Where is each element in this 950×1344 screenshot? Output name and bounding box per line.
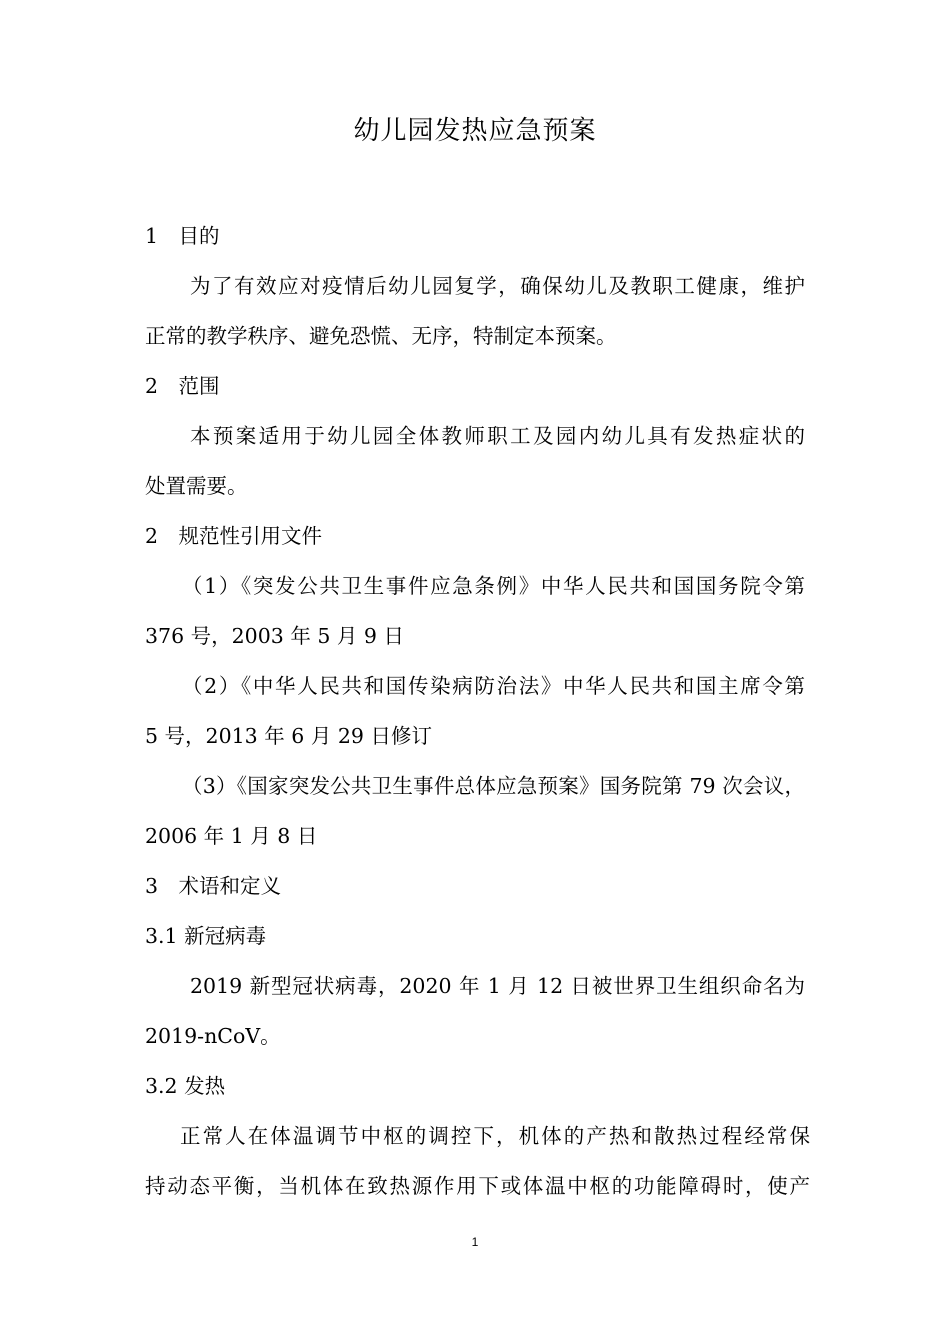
reference-item: （3）《国家突发公共卫生事件总体应急预案》国务院第 79 次会议， — [182, 774, 805, 798]
page-number: 1 — [471, 1235, 479, 1249]
paragraph-line: 本预案适用于幼儿园全体教师职工及园内幼儿具有发热症状的 — [190, 424, 805, 448]
document-title: 幼儿园发热应急预案 — [353, 116, 597, 146]
reference-item: （1）《突发公共卫生事件应急条例》中华人民共和国国务院令第 — [182, 574, 805, 598]
reference-item: （2）《中华人民共和国传染病防治法》中华人民共和国主席令第 — [182, 674, 805, 698]
paragraph-line: 2019-nCoV。 — [145, 1024, 281, 1048]
paragraph-line: 为了有效应对疫情后幼儿园复学，确保幼儿及教职工健康，维护 — [190, 274, 805, 298]
paragraph-line: 持动态平衡，当机体在致热源作用下或体温中枢的功能障碍时，使产 — [145, 1174, 810, 1198]
reference-item-continuation: 2006 年 1 月 8 日 — [145, 824, 318, 848]
subsection-heading-coronavirus: 3.1 新冠病毒 — [145, 924, 267, 948]
section-heading-terms: 3 术语和定义 — [145, 874, 282, 898]
section-heading-scope: 2 范围 — [145, 374, 220, 398]
section-heading-purpose: 1 目的 — [145, 224, 220, 248]
paragraph-line: 正常人在体温调节中枢的调控下，机体的产热和散热过程经常保 — [180, 1124, 810, 1148]
reference-item-continuation: 5 号，2013 年 6 月 29 日修订 — [145, 724, 432, 748]
section-heading-references: 2 规范性引用文件 — [145, 524, 323, 548]
paragraph-line: 处置需要。 — [145, 474, 248, 498]
paragraph-line: 正常的教学秩序、避免恐慌、无序，特制定本预案。 — [145, 324, 617, 348]
reference-item-continuation: 376 号，2003 年 5 月 9 日 — [145, 624, 404, 648]
paragraph-line: 2019 新型冠状病毒，2020 年 1 月 12 日被世界卫生组织命名为 — [190, 974, 805, 998]
subsection-heading-fever: 3.2 发热 — [145, 1074, 226, 1098]
